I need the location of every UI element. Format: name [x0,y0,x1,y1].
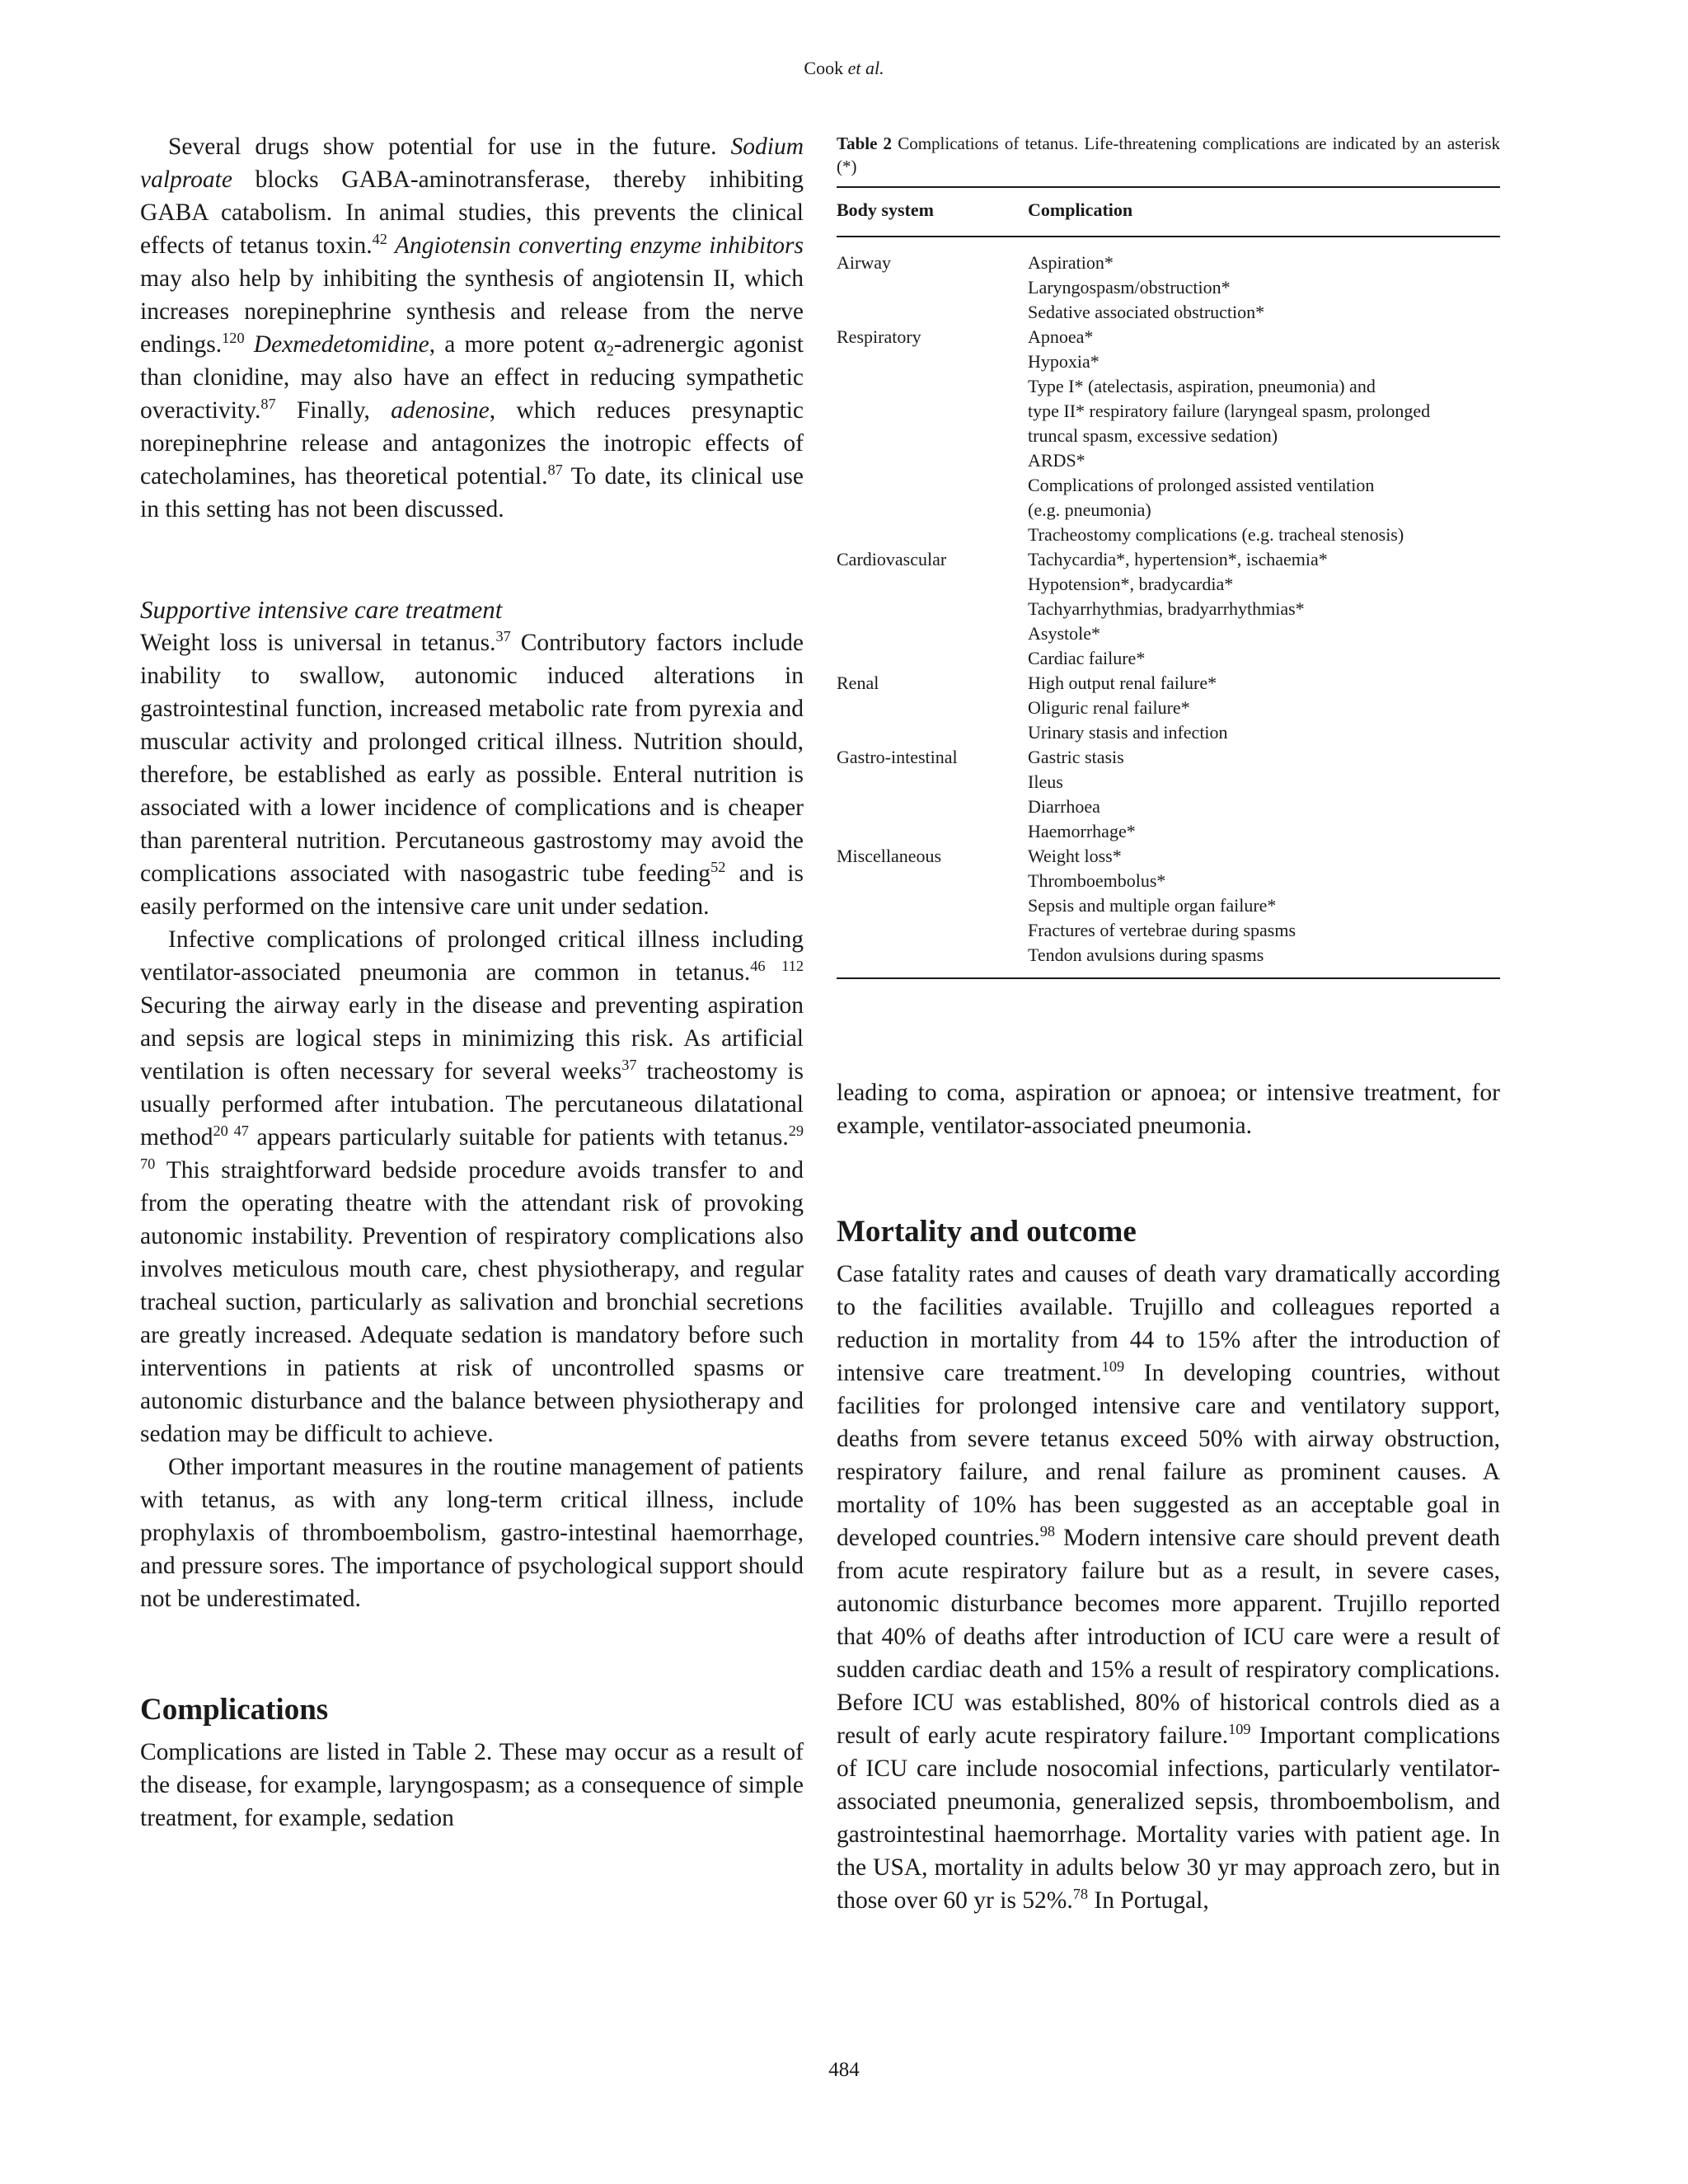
table-cell-body-system [837,300,1028,325]
table-row [837,646,1500,671]
table-cell-complication: Thromboembolus* [1028,870,1166,891]
table-cell-body-system [837,696,1028,720]
table-cell-complication: Aspiration* [1028,252,1114,273]
table-row [837,869,1500,893]
paragraph-infective-complications: Infective complications of prolonged critical illness including ventilator-associated pneumonia are common in tetanus.$^{46 112}$ Securing the airway early in the disease and preventing aspiration and sepsis are logical steps in minimizing this risk. As artificial ventilation is often necessary for several weeks$^{37}$ tracheostomy is usually performed after intubation. The percutaneous dilatational method$^{20 47}$ appears particularly suitable for patients with tetanus.$^{29 70}$ This straightforward bedside procedure avoids transfer to and from the operating theatre with the attendant risk of provoking autonomic instability. Prevention of respiratory complications also involves meticulous mouth care, chest physiotherapy, and regular tracheal suction, particularly as salivation and bronchial secretions are greatly increased. Adequate sedation is mandatory before such interventions in patients at risk of uncontrolled spasms or autonomic disturbance and the balance between physiotherapy and sedation may be difficult to achieve. [140,926,804,1447]
table-row [837,720,1500,745]
citation: 37 [621,1057,637,1074]
page-number: 484 [828,2059,860,2081]
table-cell-body-system [837,597,1028,621]
table-cell-complication: Urinary stasis and infection [1028,722,1228,743]
table-row [837,325,1500,349]
table-row [837,918,1500,943]
table-cell-complication: Type I* (atelectasis, aspiration, pneumonia) and [1028,376,1376,396]
table-cell-body-system [837,448,1028,473]
table-2 [837,132,1500,979]
table-header-row [837,188,1500,236]
running-head [0,56,1688,81]
table-row [837,399,1500,424]
citation: 46 112 [750,958,804,975]
table-cell-complication: (e.g. pneumonia) [1028,499,1151,520]
citation: 109 [1228,1721,1251,1738]
citation: 78 [1072,1886,1089,1903]
table-row [837,251,1500,275]
table-row [837,498,1500,523]
table-cell-body-system [837,819,1028,844]
table-row [837,374,1500,399]
table-row [837,523,1500,547]
table-cell-body-system [837,794,1028,819]
table-row [837,696,1500,720]
table-row [837,448,1500,473]
table-cell-body-system [837,374,1028,399]
paragraph-complications-intro: Complications are listed in Table 2. These may occur as a result of the disease, for example, laryngospasm; as a consequence of simple treatment, for example, sedation [140,1739,804,1831]
citation: 29 70 [140,1122,804,1173]
table-cell-body-system [837,424,1028,448]
table-cell-complication: Tracheostomy complications (e.g. tracheal stenosis) [1028,524,1404,545]
paragraph-other-measures: Other important measures in the routine management of patients with tetanus, as with any long-term critical illness, include prophylaxis of thromboembolism, gastro-intestinal haemorrhage, and pressure sores. The importance of psychological support should not be underestimated. [140,1454,804,1612]
table-cell-body-system: Airway [837,252,891,273]
citation: 98 [1039,1523,1056,1540]
table-row [837,770,1500,794]
table-cell-body-system [837,572,1028,597]
table-bottom-rule [837,977,1500,979]
table-cell-body-system [837,473,1028,498]
paragraph-weight-loss: Weight loss is universal in tetanus.$^{37}$ Contributory factors include inability to swallow, autonomic induced alterations in gastrointestinal function, increased metabolic rate from pyrexia and muscular activity and prolonged critical illness. Nutrition should, therefore, be established as early as possible. Enteral nutrition is associated with a lower incidence of complications and is cheaper than parenteral nutrition. Percutaneous gastrostomy may avoid the complications associated with nasogastric tube feeding$^{52}$ and is easily performed on the intensive care unit under sedation. [140,628,804,920]
table-cell-complication: Tendon avulsions during spasms [1028,944,1264,965]
table-cell-complication: Cardiac failure* [1028,648,1146,668]
table-row [837,424,1500,448]
table-row [837,572,1500,597]
table-cell-body-system: Cardiovascular [837,549,947,569]
table-cell-body-system [837,523,1028,547]
table-cell-body-system [837,646,1028,671]
citation: 37 [495,628,511,645]
table-cell-body-system [837,275,1028,300]
table-row [837,943,1500,968]
table-cell-complication: Hypoxia* [1028,351,1100,372]
table-caption: Table 2 Complications of tetanus. Life-threatening complications are indicated by an asterisk (*) [837,134,1500,176]
table-col-header: Body system [837,199,934,220]
table-cell-body-system [837,869,1028,893]
table-cell-complication: truncal spasm, excessive sedation) [1028,425,1278,446]
table-cell-complication: Asystole* [1028,623,1100,644]
table-cell-complication: Ileus [1028,771,1063,792]
table-row [837,745,1500,770]
table-cell-body-system [837,621,1028,646]
table-cell-body-system [837,943,1028,968]
table-cell-body-system [837,349,1028,374]
table-cell-body-system [837,918,1028,943]
table-row [837,671,1500,696]
table-cell-complication: Diarrhoea [1028,796,1100,817]
table-cell-body-system [837,770,1028,794]
subheading-supportive-care: Supportive intensive care treatment [140,595,503,624]
table-cell-complication: Oliguric renal failure* [1028,697,1190,718]
citation: 87 [547,462,563,479]
table-cell-complication: ARDS* [1028,450,1085,471]
running-head-etal: et al. [847,58,884,78]
left-column [140,130,804,1835]
table-cell-body-system [837,720,1028,745]
table-cell-body-system: Renal [837,673,879,693]
table-row [837,300,1500,325]
citation: 120 [222,330,245,347]
citation: 42 [372,231,387,248]
citation: 52 [710,859,726,876]
table-row [837,621,1500,646]
table-row [837,597,1500,621]
table-row [837,794,1500,819]
table-cell-complication: High output renal failure* [1028,673,1217,693]
table-cell-complication: Weight loss* [1028,846,1122,866]
paragraph-mortality: Case fatality rates and causes of death vary dramatically according to the facilities available. Trujillo and colleagues reported a reduction in mortality from 44 to 15% after the introduction of intensive care treatment.$^{109}$ In developing countries, without facilities for prolonged intensive care and ventilatory support, deaths from severe tetanus exceed 50% with airway obstruction, respiratory failure, and renal failure as prominent causes. A mortality of 10% has been suggested as an acceptable goal in developed countries.$^{98}$ Modern intensive care should prevent death from acute respiratory failure but as a result, in severe cases, autonomic disturbance becomes more apparent. Trujillo reported that 40% of deaths after introduction of ICU care were a result of sudden cardiac death and 15% a result of respiratory complications. Before ICU was established, 80% of historical controls died as a result of early acute respiratory failure.$^{109}$ Important complications of ICU care include nosocomial infections, particularly ventilator-associated pneumonia, generalized sepsis, thromboembolism, and gastrointestinal haemorrhage. Mortality varies with patient age. In the USA, mortality in adults below 30 yr may approach zero, but in those over 60 yr is 52%.$^{78}$ In Portugal, [837,1261,1500,1914]
table-cell-complication: Gastric stasis [1028,747,1124,767]
table-cell-complication: Complications of prolonged assisted ventilation [1028,475,1375,495]
table-cell-complication: Tachyarrhythmias, bradyarrhythmias* [1028,598,1305,619]
right-column-text [837,1076,1500,1917]
heading-mortality-outcome: Mortality and outcome [837,1215,1137,1249]
paragraph-complications-continued: leading to coma, aspiration or apnoea; or intensive treatment, for example, ventilator-associated pneumonia. [837,1080,1500,1139]
running-head-author: Cook [804,58,844,78]
table-row [837,473,1500,498]
table-row [837,844,1500,869]
table-cell-complication: Fractures of vertebrae during spasms [1028,920,1296,940]
table-cell-complication: Sepsis and multiple organ failure* [1028,895,1277,916]
table-row [837,349,1500,374]
table-cell-body-system [837,893,1028,918]
table-cell-body-system: Miscellaneous [837,846,942,866]
paragraph-future-drugs: Several drugs show potential for use in the future. Sodium valproate blocks GABA-aminotransferase, thereby inhibiting GABA catabolism. In animal studies, this prevents the clinical effects of tetanus toxin.$^{42}$ Angiotensin converting enzyme inhibitors may also help by inhibiting the synthesis of angiotensin II, which increases norepinephrine synthesis and release from the nerve endings.$^{120}$ Dexmedetomidine, a more potent $\alpha_2$-adrenergic agonist than clonidine, may also have an effect in reducing sympathetic overactivity.$^{87}$ Finally, adenosine, which reduces presynaptic norepinephrine release and antagonizes the inotropic effects of catecholamines, has theoretical potential.$^{87}$ To date, its clinical use in this setting has not been discussed. [140,134,804,523]
table-cell-complication: Haemorrhage* [1028,821,1136,841]
table-cell-body-system: Gastro-intestinal [837,747,958,767]
citation: 20 47 [213,1122,249,1140]
citation: 87 [260,396,276,413]
table-cell-body-system [837,399,1028,424]
table-cell-body-system: Respiratory [837,326,921,347]
citation: 109 [1101,1358,1125,1376]
table-row [837,819,1500,844]
table-row [837,893,1500,918]
table-body [837,237,1500,977]
table-row [837,275,1500,300]
table-cell-complication: Laryngospasm/obstruction* [1028,277,1231,298]
table-cell-complication: Tachycardia*, hypertension*, ischaemia* [1028,549,1328,569]
heading-complications: Complications [140,1693,329,1727]
table-col-header: Complication [1028,199,1133,220]
table-cell-complication: Apnoea* [1028,326,1094,347]
table-label: Table 2 [837,134,893,153]
table-cell-complication: Hypotension*, bradycardia* [1028,574,1234,594]
table-cell-complication: type II* respiratory failure (laryngeal spasm, prolonged [1028,401,1431,421]
table-cell-body-system [837,498,1028,523]
table-row [837,547,1500,572]
table-cell-complication: Sedative associated obstruction* [1028,302,1265,322]
